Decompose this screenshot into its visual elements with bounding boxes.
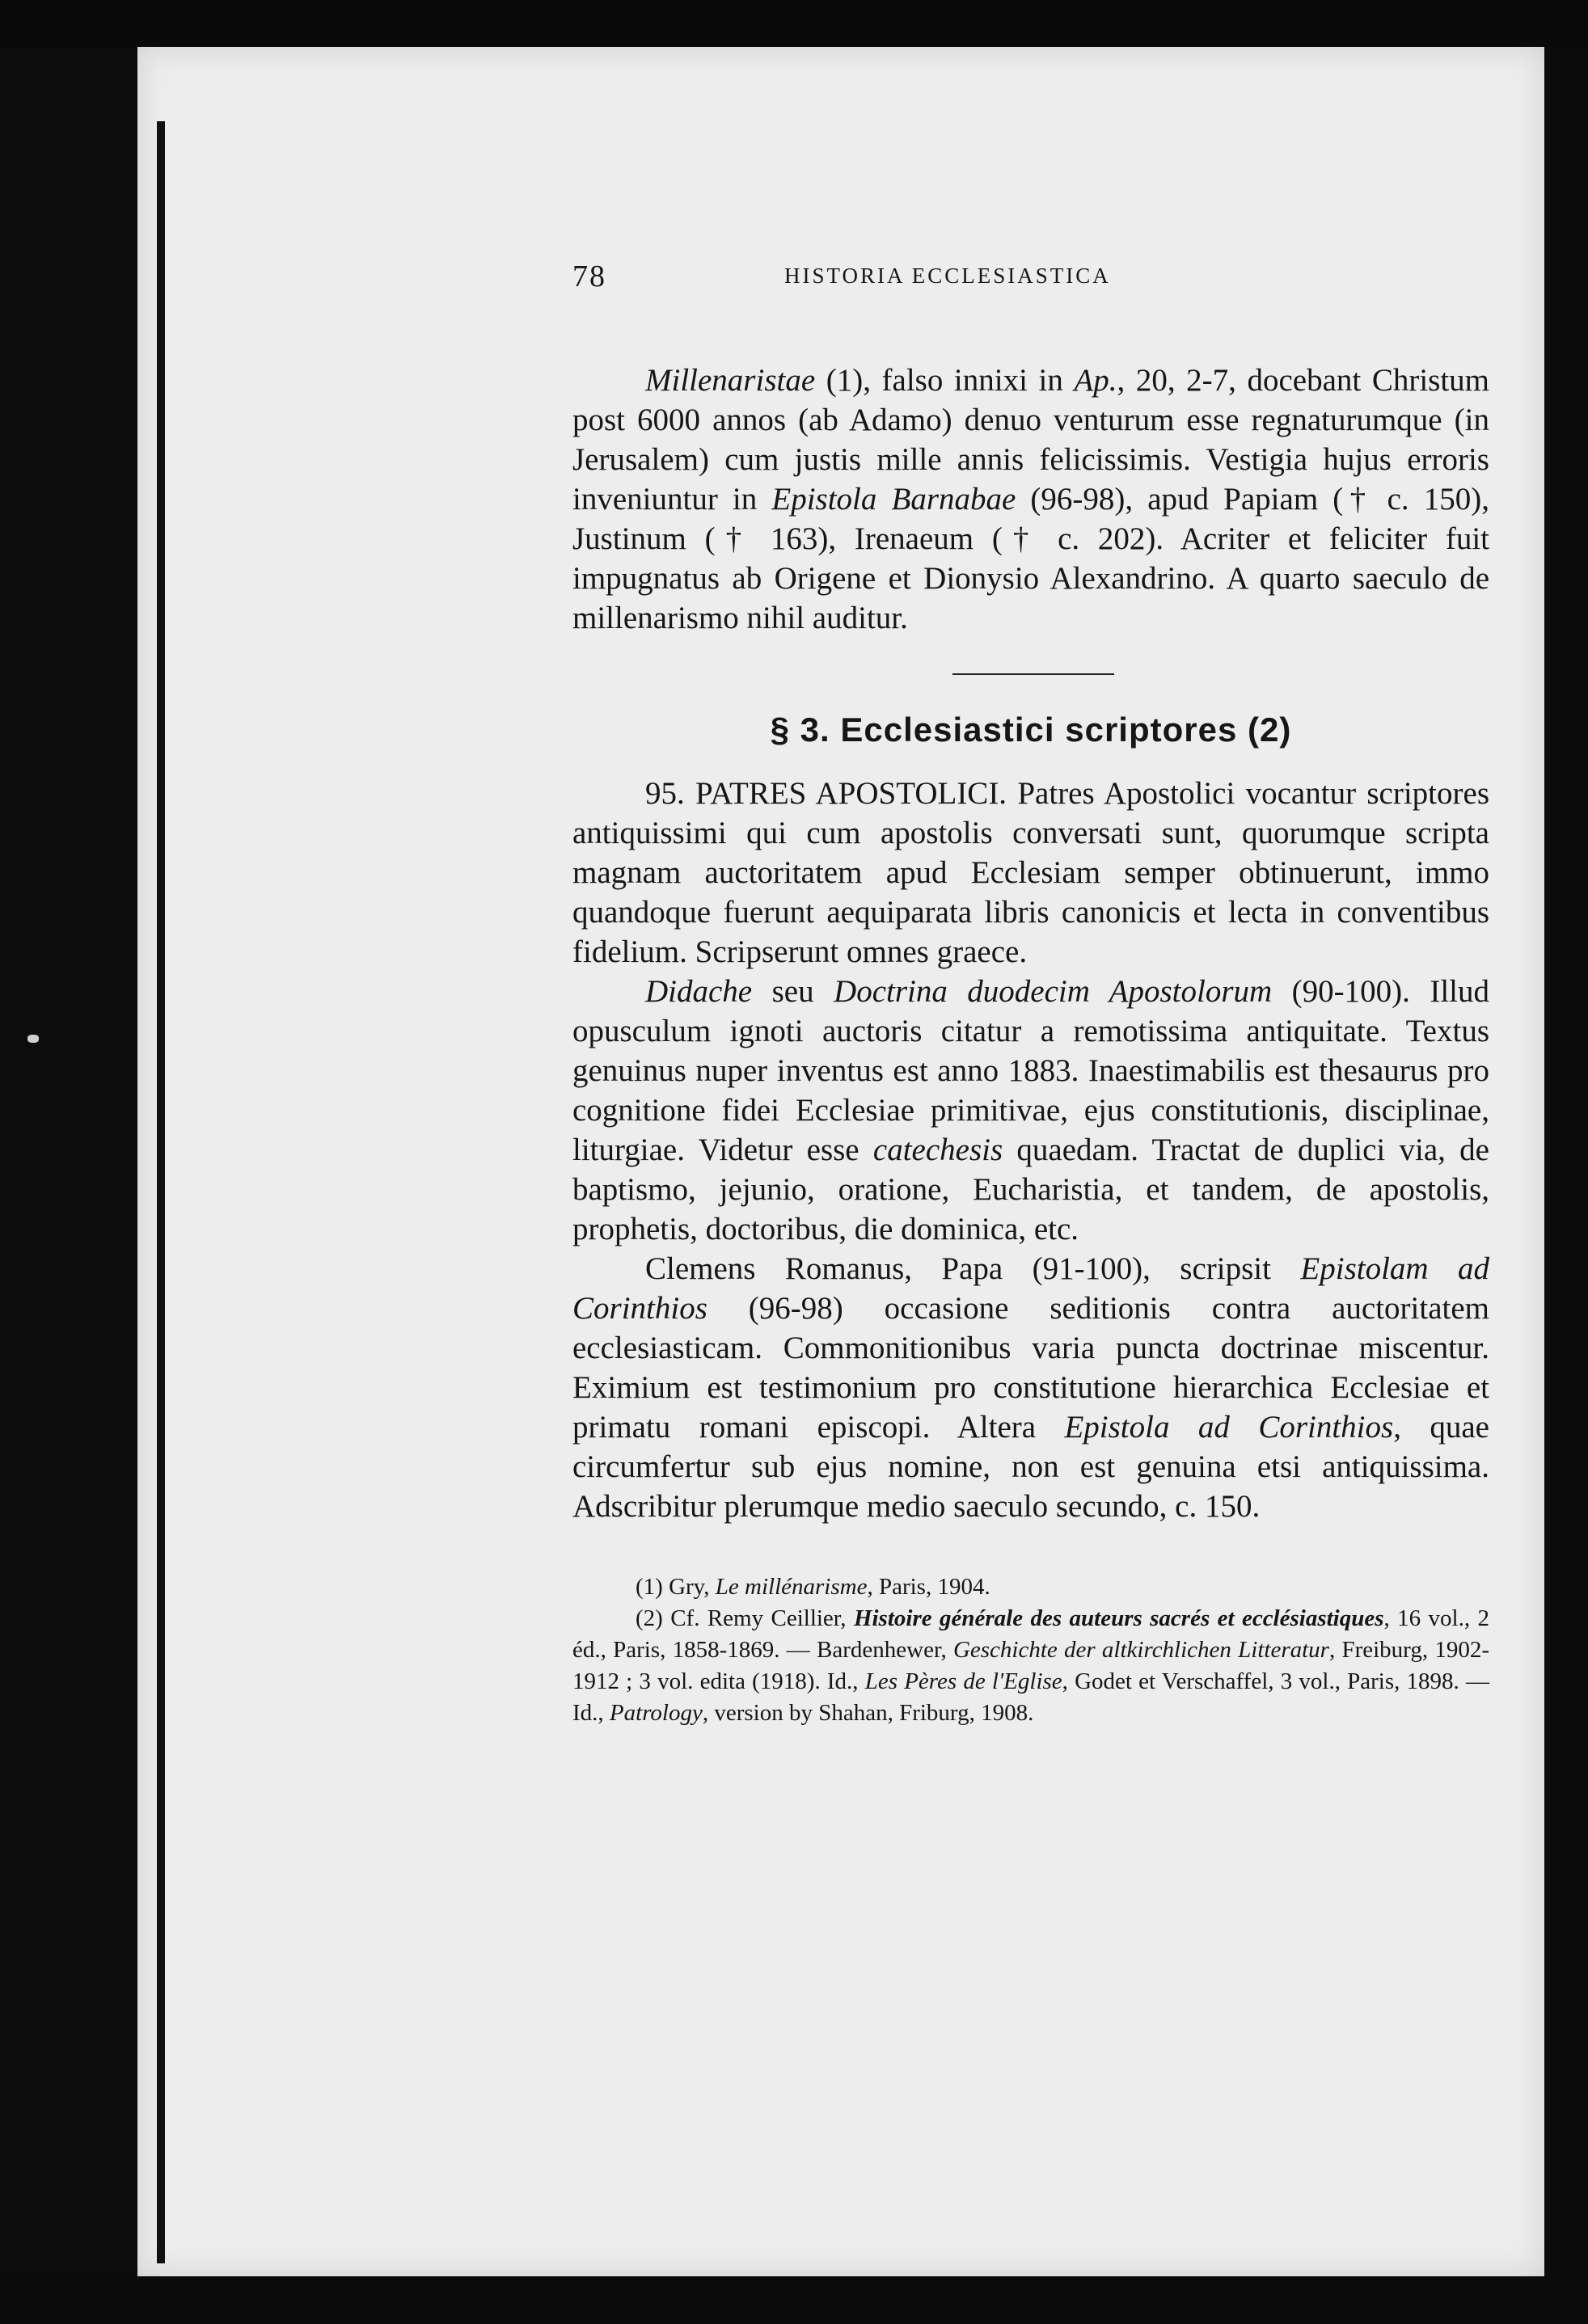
text: , Freiburg, 1902-1912 ; 3 vol. edita (1918). Id.,	[572, 1637, 1489, 1694]
text: , Godet et Verschaffel, 3 vol., Paris, 1898. — Id.,	[572, 1668, 1489, 1726]
text: Clemens Romanus, Papa (91-100), scripsit	[645, 1251, 1301, 1286]
paragraph-clemens	[572, 1249, 1489, 1526]
term-catechesis: catechesis	[872, 1132, 1003, 1167]
text: (96-98), apud Papiam († c. 150), Justinum († 163), Irenaeum († c. 202). Acriter et feliciter fuit impugnatus ab Origene et Dionysio Alexandrino. A quarto saeculo de millenarismo nihil auditur.	[572, 482, 1489, 635]
title-doctrina: Doctrina duodecim Apostolorum	[834, 974, 1273, 1009]
title-didache: Didache	[645, 974, 753, 1009]
title-geschichte: Geschichte der altkirchlichen Litteratur	[952, 1637, 1329, 1663]
title-millenarisme: Le millénarisme	[715, 1574, 868, 1600]
section-heading: § 3. Ecclesiastici scriptores (2)	[770, 711, 1292, 749]
text: (1) Gry,	[636, 1574, 716, 1600]
text: , quae circumfertur sub ejus nomine, non est genuina etsi antiquissima. Adscribitur plerumque medio saeculo secundo, c. 150.	[572, 1410, 1489, 1524]
scan-speck	[27, 1035, 39, 1043]
title-patrology: Patrology	[609, 1700, 703, 1726]
text: (2) Cf. Remy Ceillier,	[636, 1605, 854, 1631]
scan-border-bottom	[0, 2276, 1588, 2324]
page-number: 78	[572, 259, 606, 293]
ref-apocalypse: Ap.	[1074, 363, 1117, 398]
text: , version by Shahan, Friburg, 1908.	[702, 1700, 1034, 1726]
title-histoire-generale: Histoire générale des auteurs sacrés et ecclésiastiques	[853, 1605, 1384, 1631]
running-title: HISTORIA ECCLESIASTICA	[784, 264, 1111, 288]
footnotes	[572, 1571, 1489, 1729]
title-epistola-corinthios: Epistolam ad Corinthios	[572, 1251, 1490, 1326]
title-epistola-corinthios-altera: Epistola ad Corinthios	[1064, 1410, 1394, 1445]
text: (90-100). Illud opusculum ignoti auctoris citatur a remotissima antiquitate. Textus genuinus nuper inventus est anno 1883. Inaestimabilis est thesaurus pro cognitione fidei Ecclesiae primitivae, ejus constitutionis, disciplinae, liturgiae. Videtur esse	[572, 974, 1489, 1167]
text: quaedam. Tractat de duplici via, de baptismo, jejunio, oratione, Eucharistia, et tandem, de apostolis, prophetis, doctoribus, die dominica, etc.	[572, 1132, 1489, 1246]
section-divider	[952, 673, 1114, 675]
paragraph-patres-apostolici: 95. PATRES APOSTOLICI. Patres Apostolici vocantur scriptores antiquissimi qui cum apostolis conversati sunt, quorumque scripta magnam auctoritatem apud Ecclesiam semper obtinuerunt, immo quandoque fuerunt aequiparata libris canonicis et lecta in conventibus fidelium. Scripserunt omnes graece.	[572, 776, 1489, 969]
paragraph-millenaristae	[572, 361, 1489, 638]
text: (96-98) occasione seditionis contra auctoritatem ecclesiasticam. Commonitionibus varia puncta doctrinae miscentur. Eximium est testimonium pro constitutione hierarchica Ecclesiae et primatu romani episcopi. Altera	[572, 1291, 1489, 1445]
scan-border-top	[0, 0, 1588, 49]
text: , Paris, 1904.	[867, 1574, 990, 1600]
scan-border-right	[1544, 47, 1588, 2276]
text: (1), falso innixi in	[815, 363, 1075, 398]
page-content	[572, 259, 1489, 1729]
page-binding-edge	[157, 121, 165, 2263]
footnote-2	[572, 1603, 1489, 1729]
text: seu	[752, 974, 834, 1009]
running-head	[572, 259, 1489, 307]
title-epistola-barnabae: Epistola Barnabae	[771, 482, 1016, 517]
footnote-1	[572, 1571, 1489, 1603]
paragraph-didache	[572, 972, 1489, 1249]
text: , 20, 2-7, docebant Christum post 6000 annos (ab Adamo) denuo venturum esse regnaturumque (in Jerusalem) cum justis mille annis felicissimis. Vestigia hujus erroris inveniuntur in	[572, 363, 1489, 517]
title-peres-eglise: Les Pères de l'Eglise	[864, 1668, 1062, 1694]
term-millenaristae: Millenaristae	[645, 363, 816, 398]
text: , 16 vol., 2 éd., Paris, 1858-1869. — Bardenhewer,	[572, 1605, 1489, 1663]
